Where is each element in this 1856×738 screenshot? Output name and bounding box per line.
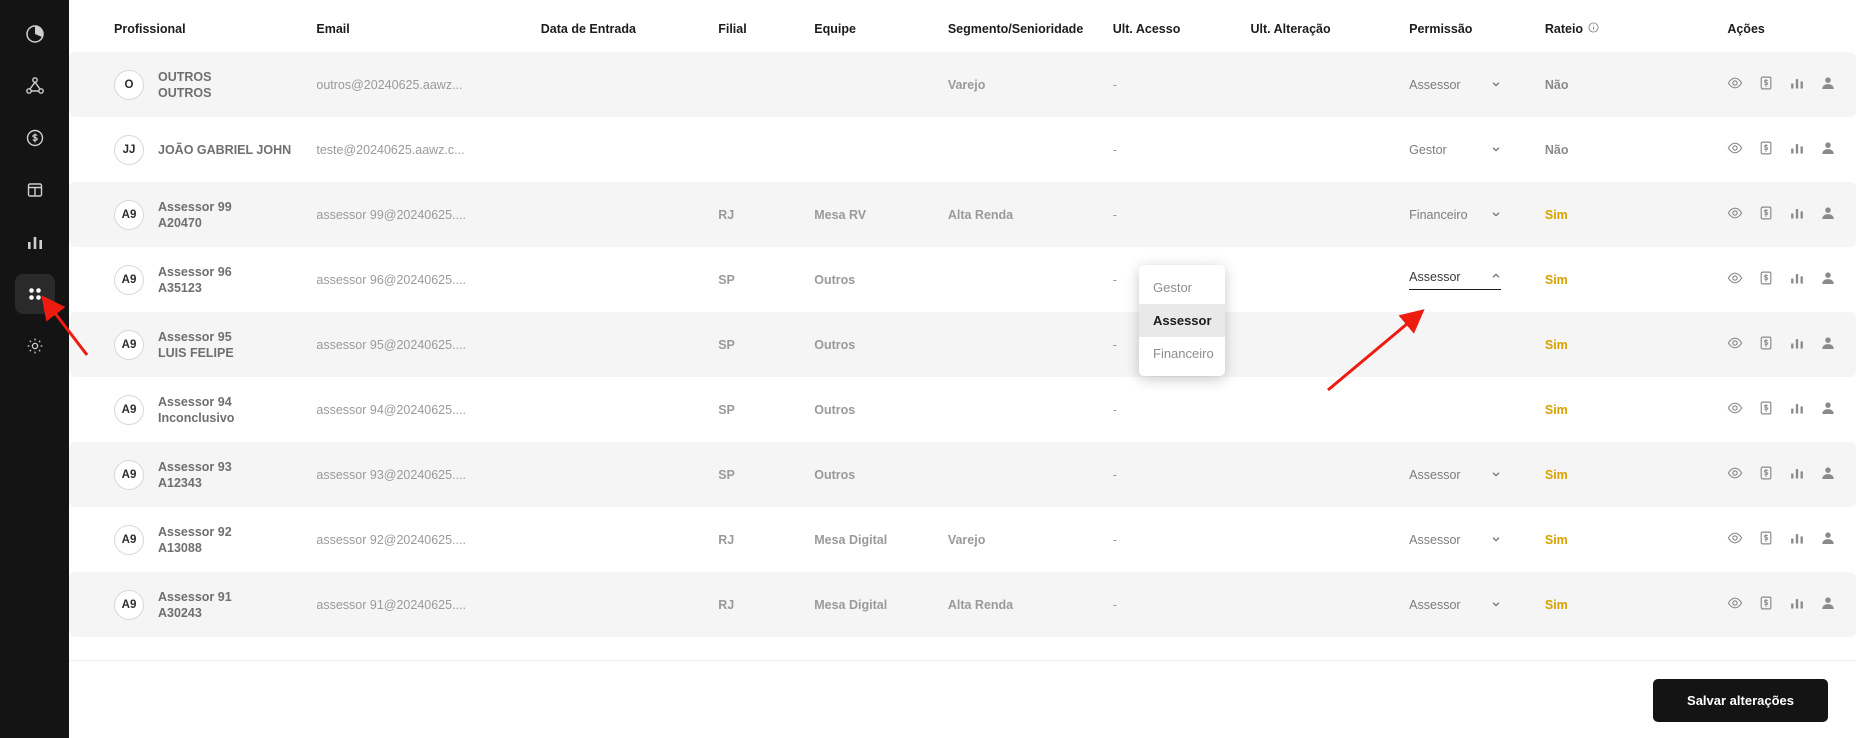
column-header-profissional: Profissional (114, 22, 186, 36)
cell-ultima-alteracao (1251, 247, 1410, 312)
chart-icon[interactable] (1789, 465, 1805, 484)
avatar: A9 (114, 330, 144, 360)
cell-acoes (1699, 312, 1856, 377)
cell-email: assessor 93@20240625.... (316, 442, 540, 507)
rateio-value: Sim (1544, 597, 1568, 612)
cell-acoes (1699, 507, 1856, 572)
chevron-down-icon (1491, 208, 1501, 222)
avatar: A9 (114, 395, 144, 425)
cell-acoes (1699, 442, 1856, 507)
row-actions (1699, 465, 1856, 484)
row-actions (1699, 400, 1856, 419)
chart-icon[interactable] (1789, 75, 1805, 94)
cell-ultimo-acesso: - (1113, 52, 1251, 117)
cell-email: assessor 95@20240625.... (316, 312, 540, 377)
cell-permissao (1409, 572, 1545, 637)
cell-data-entrada (541, 507, 718, 572)
book-icon (25, 180, 45, 200)
table-row[interactable] (69, 182, 1856, 247)
row-name-primary: Assessor 91 (158, 589, 232, 604)
cell-rateio (1545, 377, 1699, 442)
row-name-primary: OUTROS (158, 69, 212, 84)
permission-select[interactable] (1409, 270, 1501, 290)
cell-data-entrada (541, 52, 718, 117)
permission-option-assessor[interactable]: Assessor (1139, 304, 1225, 337)
cell-filial (718, 117, 814, 182)
eye-icon[interactable] (1727, 335, 1743, 354)
cell-segmento (948, 247, 1113, 312)
permission-value: Assessor (1409, 597, 1461, 612)
sidebar-item-relatorios[interactable] (15, 170, 55, 210)
column-header-acoes: Ações (1727, 22, 1765, 36)
user-icon[interactable] (1820, 465, 1836, 484)
people-icon (25, 284, 45, 304)
money-icon[interactable] (1758, 75, 1774, 94)
rateio-value: Sim (1544, 402, 1568, 417)
cell-email: assessor 92@20240625.... (316, 532, 466, 547)
permission-value: Assessor (1409, 532, 1461, 547)
permission-select[interactable] (1409, 143, 1501, 157)
rateio-value: Não (1544, 77, 1569, 92)
avatar: A9 (114, 525, 144, 555)
cell-profissional (69, 442, 316, 507)
avatar: A9 (114, 265, 144, 295)
cell-permissao (1409, 247, 1545, 312)
money-icon[interactable] (1758, 205, 1774, 224)
cell-segmento (948, 312, 1113, 377)
row-actions (1699, 530, 1856, 549)
cell-ultima-alteracao (1251, 312, 1410, 377)
cell-segmento: Varejo (948, 52, 1113, 117)
chart-icon[interactable] (1789, 530, 1805, 549)
money-icon[interactable] (1758, 595, 1774, 614)
table-header (69, 0, 1856, 52)
cell-ultima-alteracao (1251, 507, 1410, 572)
cell-permissao (1409, 442, 1545, 507)
cell-filial: SP (718, 442, 814, 507)
rateio-value: Não (1544, 142, 1569, 157)
cell-rateio (1545, 442, 1699, 507)
pie-chart-icon (25, 24, 45, 44)
cell-acoes (1699, 182, 1856, 247)
eye-icon[interactable] (1727, 140, 1743, 159)
user-icon[interactable] (1820, 400, 1836, 419)
rateio-value: Sim (1544, 207, 1568, 222)
cell-email: assessor 94@20240625.... (316, 402, 466, 417)
money-icon[interactable] (1758, 465, 1774, 484)
eye-icon[interactable] (1727, 400, 1743, 419)
permission-select[interactable] (1409, 468, 1501, 482)
cell-permissao (1409, 117, 1545, 182)
row-name-secondary: A13088 (158, 540, 202, 555)
cell-ultimo-acesso: - (1113, 312, 1251, 377)
permission-value: Assessor (1409, 269, 1461, 284)
column-header-segmento: Segmento/Senioridade (947, 22, 1084, 36)
permission-select[interactable] (1409, 78, 1501, 92)
cell-profissional (69, 117, 316, 182)
cell-rateio (1545, 507, 1699, 572)
chart-icon[interactable] (1789, 270, 1805, 289)
row-name-secondary: OUTROS (158, 85, 212, 100)
cell-equipe: Outros (814, 272, 856, 287)
cell-segmento (948, 442, 1113, 507)
cell-permissao (1409, 312, 1545, 377)
money-icon[interactable] (1758, 270, 1774, 289)
cell-filial (718, 52, 814, 117)
row-name-primary: Assessor 93 (158, 459, 232, 474)
cell-data-entrada (541, 182, 718, 247)
professionals-table-container (69, 0, 1856, 738)
column-header-email: Email (316, 22, 350, 36)
cell-acoes (1699, 117, 1856, 182)
cell-data-entrada (541, 442, 718, 507)
cell-profissional (69, 312, 316, 377)
permission-select[interactable] (1409, 533, 1501, 547)
row-actions (1699, 335, 1856, 354)
column-header-ultima-alteracao: Ult. Alteração (1250, 22, 1331, 36)
cell-equipe (814, 117, 948, 182)
footer-bar (69, 660, 1856, 738)
row-name-secondary: A30243 (158, 605, 202, 620)
table-row[interactable] (69, 117, 1856, 182)
row-name-secondary: LUIS FELIPE (158, 345, 234, 360)
cell-ultima-alteracao (1251, 182, 1410, 247)
professionals-table (69, 0, 1856, 637)
row-name-secondary: A20470 (158, 215, 202, 230)
cell-permissao (1409, 377, 1545, 442)
rateio-value: Sim (1544, 272, 1568, 287)
cell-rateio (1545, 182, 1699, 247)
rateio-value: Sim (1544, 532, 1568, 547)
cell-ultimo-acesso: - (1113, 442, 1251, 507)
cell-segmento: Varejo (947, 532, 986, 547)
row-name-secondary: A12343 (158, 475, 202, 490)
money-icon[interactable] (1758, 335, 1774, 354)
info-icon[interactable] (1588, 22, 1599, 36)
save-button[interactable]: Salvar alterações (1653, 679, 1828, 722)
table-row[interactable] (69, 572, 1856, 637)
cell-acoes (1699, 377, 1856, 442)
row-actions (1699, 75, 1856, 94)
permission-value: Gestor (1409, 142, 1447, 157)
cell-ultima-alteracao (1251, 377, 1410, 442)
rateio-value: Sim (1544, 467, 1568, 482)
cell-ultima-alteracao (1251, 572, 1410, 637)
cell-ultimo-acesso: - (1112, 532, 1117, 547)
row-name-secondary: A35123 (158, 280, 202, 295)
column-header-rateio (1545, 0, 1699, 52)
permission-select[interactable] (1409, 598, 1501, 612)
cell-profissional (69, 182, 316, 247)
row-name-primary: Assessor 95 (158, 329, 232, 344)
cell-email: teste@20240625.aawz.c... (316, 142, 465, 157)
dollar-icon (25, 128, 45, 148)
column-header-filial: Filial (718, 22, 747, 36)
row-name-secondary: Inconclusivo (158, 410, 235, 425)
cell-rateio (1545, 312, 1699, 377)
cell-email: assessor 96@20240625.... (316, 272, 466, 287)
cell-ultimo-acesso: - (1112, 402, 1117, 417)
table-row[interactable] (69, 507, 1856, 572)
rateio-value: Sim (1544, 337, 1568, 352)
user-icon[interactable] (1820, 530, 1836, 549)
cell-ultimo-acesso: - (1113, 572, 1251, 637)
cell-equipe (814, 52, 948, 117)
user-icon[interactable] (1820, 335, 1836, 354)
sidebar-item-profissionais[interactable] (15, 274, 55, 314)
cell-filial: RJ (718, 182, 814, 247)
avatar: A9 (114, 590, 144, 620)
permission-option-financeiro[interactable]: Financeiro (1153, 346, 1214, 361)
row-actions (1699, 595, 1856, 614)
column-header-rateio-label: Rateio (1544, 22, 1584, 36)
chevron-down-icon (1491, 598, 1501, 612)
sidebar-item-configuracoes[interactable] (15, 326, 55, 366)
table-body (69, 52, 1856, 637)
cell-equipe: Mesa RV (814, 182, 948, 247)
row-actions (1699, 270, 1856, 289)
cell-equipe: Outros (814, 442, 948, 507)
permission-dropdown[interactable] (1139, 265, 1225, 376)
bar-chart-icon (25, 232, 45, 252)
money-icon[interactable] (1758, 530, 1774, 549)
table-row[interactable] (69, 52, 1856, 117)
cell-profissional (69, 377, 316, 442)
permission-value: Assessor (1409, 467, 1461, 482)
cell-ultimo-acesso: - (1112, 142, 1117, 157)
cell-segmento (948, 117, 1113, 182)
table-row[interactable] (69, 312, 1856, 377)
cell-rateio (1545, 247, 1699, 312)
table-row[interactable] (69, 442, 1856, 507)
cell-acoes (1699, 247, 1856, 312)
column-header-permissao: Permissão (1409, 22, 1473, 36)
cell-equipe: Outros (814, 402, 856, 417)
row-name-primary: JOÃO GABRIEL JOHN (158, 142, 292, 157)
table-header-row (69, 0, 1856, 52)
money-icon[interactable] (1758, 140, 1774, 159)
row-name-primary: Assessor 99 (158, 199, 232, 214)
avatar: A9 (114, 460, 144, 490)
money-icon[interactable] (1758, 400, 1774, 419)
cell-profissional (69, 52, 316, 117)
row-name-primary: Assessor 92 (158, 524, 232, 539)
avatar: O (114, 70, 144, 100)
cell-rateio (1545, 117, 1699, 182)
cell-acoes (1699, 572, 1856, 637)
network-icon (25, 76, 45, 96)
cell-segmento (948, 377, 1113, 442)
column-header-data-entrada: Data de Entrada (540, 22, 636, 36)
row-name-primary: Assessor 96 (158, 264, 232, 279)
chart-icon[interactable] (1789, 400, 1805, 419)
cell-data-entrada (541, 117, 718, 182)
row-actions (1699, 205, 1856, 224)
sidebar-item-rede[interactable] (15, 66, 55, 106)
cell-permissao (1409, 182, 1545, 247)
chevron-down-icon (1491, 533, 1501, 547)
chevron-down-icon (1491, 143, 1501, 157)
cell-filial: SP (718, 312, 814, 377)
avatar: A9 (114, 200, 144, 230)
sidebar (0, 0, 69, 738)
user-icon[interactable] (1820, 140, 1836, 159)
cell-ultima-alteracao (1251, 442, 1410, 507)
table-row[interactable] (69, 247, 1856, 312)
cell-filial: RJ (718, 572, 814, 637)
chevron-down-icon (1491, 468, 1501, 482)
permission-value: Assessor (1409, 77, 1461, 92)
permission-value: Financeiro (1409, 207, 1468, 222)
chart-icon[interactable] (1789, 595, 1805, 614)
cell-equipe: Mesa Digital (814, 572, 948, 637)
permission-option-gestor[interactable]: Gestor (1153, 280, 1193, 295)
avatar: JJ (114, 135, 144, 165)
cell-ultimo-acesso: - (1113, 182, 1251, 247)
eye-icon[interactable] (1727, 205, 1743, 224)
column-header-ultimo-acesso: Ult. Acesso (1112, 22, 1181, 36)
eye-icon[interactable] (1727, 270, 1743, 289)
column-header-equipe: Equipe (814, 22, 856, 36)
cell-rateio (1545, 52, 1699, 117)
table-row[interactable] (69, 377, 1856, 442)
cell-profissional (69, 247, 316, 312)
user-icon[interactable] (1820, 595, 1836, 614)
row-name-primary: Assessor 94 (158, 394, 232, 409)
cell-acoes (1699, 52, 1856, 117)
cell-filial: SP (718, 402, 735, 417)
cell-rateio (1545, 572, 1699, 637)
cell-email: outros@20240625.aawz... (316, 52, 540, 117)
eye-icon[interactable] (1727, 75, 1743, 94)
cell-profissional (69, 572, 316, 637)
cell-ultima-alteracao (1251, 117, 1410, 182)
cell-email: assessor 99@20240625.... (316, 182, 540, 247)
cell-ultimo-acesso: - (1112, 272, 1117, 287)
cell-segmento: Alta Renda (948, 572, 1113, 637)
cell-data-entrada (541, 377, 718, 442)
eye-icon[interactable] (1727, 465, 1743, 484)
sidebar-item-dashboard[interactable] (15, 14, 55, 54)
user-icon[interactable] (1820, 75, 1836, 94)
cell-ultima-alteracao (1251, 52, 1410, 117)
sidebar-item-analises[interactable] (15, 222, 55, 262)
cell-filial: RJ (718, 532, 735, 547)
eye-icon[interactable] (1727, 595, 1743, 614)
sidebar-item-financeiro[interactable] (15, 118, 55, 158)
cell-email: assessor 91@20240625.... (316, 572, 540, 637)
gear-icon (25, 336, 45, 356)
permission-select[interactable] (1409, 208, 1501, 222)
cell-equipe: Outros (814, 312, 948, 377)
row-actions (1699, 140, 1856, 159)
cell-permissao (1409, 507, 1545, 572)
user-icon[interactable] (1820, 270, 1836, 289)
eye-icon[interactable] (1727, 530, 1743, 549)
chart-icon[interactable] (1789, 205, 1805, 224)
cell-permissao (1409, 52, 1545, 117)
chart-icon[interactable] (1789, 335, 1805, 354)
cell-data-entrada (541, 572, 718, 637)
cell-data-entrada (541, 312, 718, 377)
user-icon[interactable] (1820, 205, 1836, 224)
cell-profissional (69, 507, 316, 572)
cell-segmento: Alta Renda (948, 182, 1113, 247)
chart-icon[interactable] (1789, 140, 1805, 159)
cell-equipe: Mesa Digital (814, 532, 888, 547)
cell-data-entrada (541, 247, 718, 312)
cell-filial: SP (718, 272, 735, 287)
chevron-down-icon (1491, 78, 1501, 92)
chevron-up-icon (1491, 270, 1501, 284)
